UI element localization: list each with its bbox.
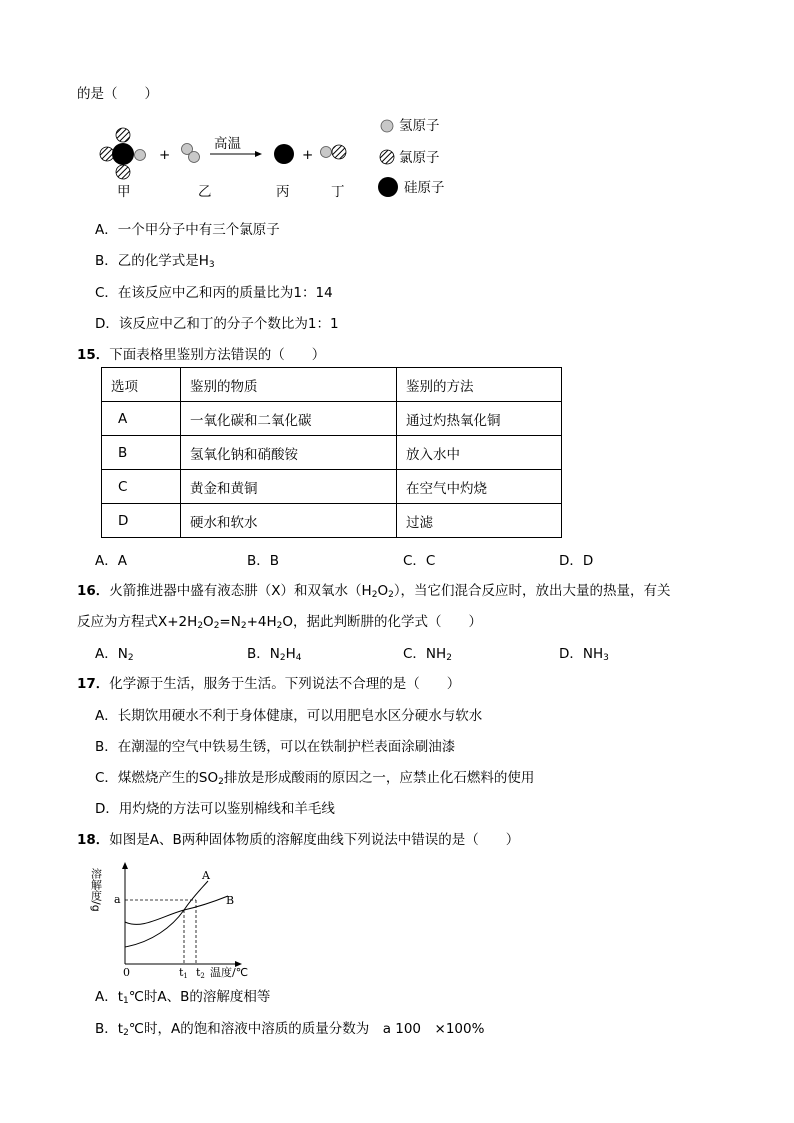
q15-number: 15． xyxy=(77,347,110,363)
q15-stem: 15．下面表格里鉴别方法错误的（ ） xyxy=(77,347,326,363)
curve-a-label: A xyxy=(202,869,210,882)
q16-stem-line2: 反应为方程式$X+2H_2O_2=N_2+4H_2O$，据此判断肼的化学式（ ） xyxy=(77,614,483,631)
q14-option-b: B．乙的化学式是$H_3$ xyxy=(95,253,215,270)
table-cell: 放入水中 xyxy=(397,436,562,470)
origin-label: 0 xyxy=(123,966,130,979)
label-ding: 丁 xyxy=(331,184,345,200)
legend-silicon: 硅原子 xyxy=(404,180,445,196)
q17-stem: 17．化学源于生活，服务于生活。下列说法不合理的是（ ） xyxy=(77,676,461,692)
q18-stem: 18．如图是A、B两种固体物质的溶解度曲线下列说法中错误的是（ ） xyxy=(77,832,520,848)
table-cell: 氢氧化钠和硝酸铵 xyxy=(181,436,397,470)
silicon-atom-icon xyxy=(378,177,398,197)
table-header-cell: 选项 xyxy=(102,368,181,402)
table-cell: C xyxy=(102,470,181,504)
table-cell: A xyxy=(102,402,181,436)
q17-option-d: D．用灼烧的方法可以鉴别棉线和羊毛线 xyxy=(95,801,335,817)
x-axis-label: 温度/℃ xyxy=(210,966,249,979)
q17-option-c: C．煤燃烧产生的$SO_2$排放是形成酸雨的原因之一，应禁止化石燃料的使用 xyxy=(95,770,535,787)
q17-option-a: A．长期饮用硬水不利于身体健康，可以用肥皂水区分硬水与软水 xyxy=(95,708,483,724)
q16-option-c: C．$NH_2$ xyxy=(403,646,452,663)
table-cell: B xyxy=(102,436,181,470)
y-axis-label: 溶解度/g xyxy=(89,868,103,912)
table-cell: 在空气中灼烧 xyxy=(397,470,562,504)
table-row xyxy=(102,436,562,470)
table-cell: 一氧化碳和二氧化碳 xyxy=(181,402,397,436)
table-row xyxy=(102,470,562,504)
curve-b-label: B xyxy=(226,894,235,907)
label-jia: 甲 xyxy=(117,184,131,200)
label-yi: 乙 xyxy=(198,184,212,200)
t2-label: t2 xyxy=(196,966,205,980)
q14-option-c: C．在该反应中乙和丙的质量比为1：14 xyxy=(95,285,333,301)
table-cell: 硬水和软水 xyxy=(181,504,397,538)
curve-a xyxy=(125,881,208,947)
legend-hydrogen: 氢原子 xyxy=(399,118,440,134)
q18-option-a: A．$t_1℃$时A、B的溶解度相等 xyxy=(95,989,271,1006)
molecule-ding-icon xyxy=(321,145,347,159)
q16-option-a: A．$N_2$ xyxy=(95,646,134,663)
q14-option-d: D．该反应中乙和丁的分子个数比为1：1 xyxy=(95,316,339,332)
table-cell: 过滤 xyxy=(397,504,562,538)
q15-table xyxy=(101,367,562,538)
table-header-cell: 鉴别的方法 xyxy=(397,368,562,402)
a-value-label: a xyxy=(114,893,121,906)
label-bing: 丙 xyxy=(276,184,290,200)
reaction-diagram xyxy=(90,108,470,210)
table-cell: 黄金和黄铜 xyxy=(181,470,397,504)
legend-chlorine: 氯原子 xyxy=(399,150,440,166)
q17-number: 17． xyxy=(77,676,110,692)
molecule-yi-icon xyxy=(182,144,200,163)
q15-option-c: C．C xyxy=(403,553,436,569)
table-row xyxy=(102,402,562,436)
q15-option-d: D．D xyxy=(559,553,594,569)
plus-sign-2: + xyxy=(302,147,314,163)
reaction-condition: 高温 xyxy=(214,136,241,152)
table-header-row xyxy=(102,368,562,402)
plus-sign-1: + xyxy=(159,147,171,163)
table-cell: D xyxy=(102,504,181,538)
q16-stem-line1: 16．火箭推进器中盛有液态肼（X）和双氧水$(H_2O_2)$，当它们混合反应时，放出大量的热量，有关 xyxy=(77,583,671,600)
q15-option-a: A．A xyxy=(95,553,127,569)
molecule-jia-icon xyxy=(100,128,146,179)
table-row xyxy=(102,504,562,538)
q18-number: 18． xyxy=(77,832,110,848)
solubility-graph xyxy=(89,852,262,982)
q16-number: 16． xyxy=(77,583,110,599)
hydrogen-atom-icon xyxy=(381,120,393,132)
q16-option-d: D．$NH_3$ xyxy=(559,646,609,663)
q18-option-b: B．$t_2℃$时，A的饱和溶液中溶质的质量分数为 a 100 ×100% xyxy=(95,1021,485,1038)
t1-label: t1 xyxy=(179,966,188,980)
q14-option-a: A．一个甲分子中有三个氯原子 xyxy=(95,222,280,238)
q17-option-b: B．在潮湿的空气中铁易生锈，可以在铁制护栏表面涂刷油漆 xyxy=(95,739,456,755)
molecule-bing-icon xyxy=(274,144,294,164)
table-header-cell: 鉴别的物质 xyxy=(181,368,397,402)
table-cell: 通过灼热氧化铜 xyxy=(397,402,562,436)
q15-option-b: B．B xyxy=(247,553,280,569)
chlorine-atom-icon xyxy=(380,150,394,164)
q16-option-b: B．$N_2H_4$ xyxy=(247,646,302,663)
graph-axes xyxy=(122,862,242,967)
q14-stem-tail: 的是（ ） xyxy=(77,86,158,102)
